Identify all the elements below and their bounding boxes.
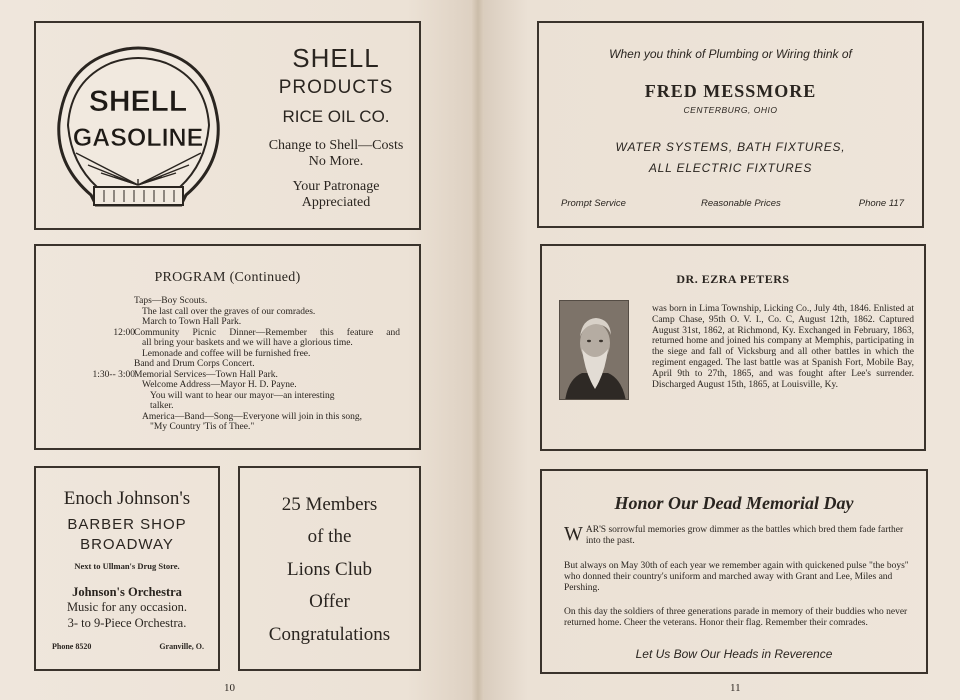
honor-paragraph-2: But always on May 30th of each year we remember again with quickened pulse "the boys" who donned their country's uniform and marched away with Grant and Lee, Miles and Pershing. [564,561,909,593]
program-line [88,338,408,349]
memorial-day-box [540,469,928,674]
messmore-footer-right: Phone 117 [858,198,904,209]
logo-text-top: SHELL [88,85,188,118]
program-line [88,380,408,391]
shell-slogan-line-1: Change to Shell—Costs [268,138,404,153]
program-text: America—Band—Song—Everyone will join in this song, [142,411,363,422]
program-text: "My Country 'Tis of Thee." [150,422,255,432]
honor-paragraph-3: On this day the soldiers of three generations parade in memory of their buddies who never returned home. Cheer the veterans. Honor their flag. Remember their comrades. [564,607,908,628]
barber-shop-ad [34,466,220,671]
peters-bio: was born in Lima Township, Licking Co., July 4th, 1846. Enlisted at Camp Chase, 95th O. V. I., Co. C, August 12th, 1862. Captured August 31st, 1862, at Richmond, Ky. Exchanged in February, 1863, returned home and joined his company at Memphis, participating in the siege and fall of Vicksburg and all other battles in which the regiment engaged. The last battle was at Spanish Fort, Mobile Bay, April 9th to 27th, 1865, and was fought after Lee's surrender. Discharged August 15th, 1865, at Louisville, Ky. [652,304,914,390]
drop-cap: W [564,523,583,545]
program-line [88,328,408,339]
messmore-footer-center: Reasonable Prices [701,198,781,209]
program-text: The last call over the graves of our comrades. [142,306,316,317]
book-gutter [472,0,484,700]
lions-line-3: Lions Club [287,559,372,580]
program-text: Memorial Services—Town Hall Park. [134,369,278,380]
page-number-right: 11 [730,682,741,694]
messmore-ad [537,21,924,228]
honor-closing: Let Us Bow Our Heads in Reverence [635,647,833,661]
messmore-services-1: WATER SYSTEMS, BATH FIXTURES, [615,140,846,154]
program-text: Lemonade and coffee will be furnished free. [142,348,311,359]
orchestra-line-2: 3- to 9-Piece Orchestra. [67,616,187,630]
program-line [88,349,408,360]
shell-slogan-line-2: No More. [308,154,364,169]
orchestra-name: Johnson's Orchestra [72,585,182,599]
orchestra-line-1: Music for any occasion. [66,600,188,614]
program-line [88,307,408,318]
barber-town: Granville, O. [159,642,204,651]
program-lines [88,296,408,433]
program-text: Welcome Address—Mayor H. D. Payne. [142,380,297,390]
peters-title: DR. EZRA PETERS [676,272,790,286]
program-line [88,317,408,328]
messmore-name: FRED MESSMORE [644,81,817,101]
messmore-services-2: ALL ELECTRIC FIXTURES [648,161,813,175]
program-time: 12:00 [113,327,135,338]
honor-paragraph-1 [564,525,912,547]
barber-phone: Phone 8520 [52,642,92,651]
honor-paragraph-1-text: AR'S sorrowful memories grow dimmer as the battles which bred them fade farther into the past. [585,525,904,546]
lions-line-2: of the [307,526,352,547]
lions-line-5: Congratulations [268,624,391,645]
messmore-tagline: When you think of Plumbing or Wiring think of [609,47,852,61]
shell-products-ad [34,21,421,230]
program-time: 1:30-- 3:00 [92,369,135,380]
program-text: talker. [150,401,174,411]
program-text: Community Picnic Dinner—Remember this feature and [134,327,400,338]
page-number-left: 10 [224,682,235,694]
program-text: You will want to hear our mayor—an interesting [150,390,335,401]
shell-subheading: PRODUCTS [278,77,394,98]
barber-name: Enoch Johnson's [63,488,191,509]
shell-company: RICE OIL CO. [282,107,390,126]
lions-line-1: 25 Members [281,494,378,515]
program-line [88,391,408,402]
barber-business: BARBER SHOP [67,516,187,533]
peters-portrait [559,300,629,400]
program-line [88,401,408,412]
program-title: PROGRAM (Continued) [154,270,301,285]
barber-location: Next to Ullman's Drug Store. [74,561,180,571]
lions-line-4: Offer [309,591,350,612]
program-text: all bring your baskets and we will have a glorious time. [142,338,353,348]
program-text: Band and Drum Corps Concert. [134,359,255,369]
shell-gasoline-logo [56,45,221,215]
program-line [88,359,408,370]
ezra-peters-box [540,244,926,451]
shell-heading: SHELL [292,43,380,73]
shell-slogan [236,138,436,170]
program-box [34,244,421,450]
program-line [88,422,408,433]
messmore-town: CENTERBURG, OHIO [683,105,778,115]
program-text: March to Town Hall Park. [142,317,242,327]
barber-street: BROADWAY [80,536,174,553]
logo-text-bottom: GASOLINE [72,124,204,152]
shell-thanks-line-2: Appreciated [301,195,371,210]
program-line [88,296,408,307]
lions-club-ad [238,466,421,671]
program-text: Taps—Boy Scouts. [134,296,208,306]
messmore-footer-left: Prompt Service [561,198,626,209]
program-line [88,370,408,381]
shell-thanks [236,179,436,211]
program-line [88,412,408,423]
honor-title: Honor Our Dead Memorial Day [614,493,854,513]
portrait-image [560,301,629,400]
shell-thanks-line-1: Your Patronage [292,179,380,194]
